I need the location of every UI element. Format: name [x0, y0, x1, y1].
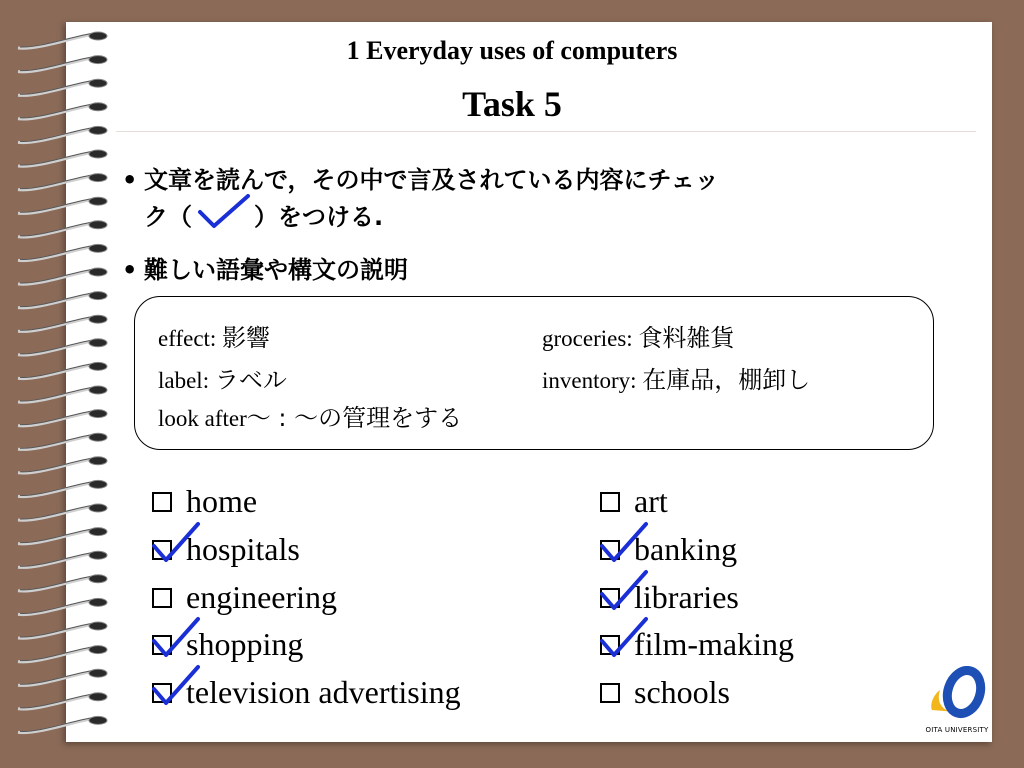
- spiral-hole: [89, 339, 107, 347]
- spiral-wire-shadow: [20, 151, 94, 165]
- vocab-item-inventory: [542, 360, 810, 395]
- checkbox[interactable]: [152, 540, 172, 560]
- vocab-meaning: ラベル: [214, 366, 287, 394]
- check-mark-icon: [192, 192, 254, 232]
- spiral-hole: [89, 315, 107, 323]
- checkbox[interactable]: [600, 492, 620, 512]
- spiral-wire-shadow: [20, 434, 94, 448]
- checklist-label: film-making: [634, 626, 794, 662]
- spiral-hole: [89, 716, 107, 724]
- checklist-label: schools: [634, 674, 730, 710]
- checklist-label: home: [186, 483, 258, 519]
- spiral-wire-shadow: [20, 670, 94, 684]
- spiral-hole: [89, 268, 107, 276]
- spiral-hole: [89, 410, 107, 418]
- spiral-hole: [89, 480, 107, 488]
- spiral-wire-shadow: [20, 552, 94, 566]
- spiral-hole: [89, 457, 107, 465]
- spiral-hole: [89, 622, 107, 630]
- spiral-hole: [89, 575, 107, 583]
- task-title: Task 5: [462, 84, 562, 124]
- vocab-term: inventory:: [542, 368, 637, 393]
- spiral-wire-shadow: [20, 175, 94, 189]
- instruction-line-1-cont-end: ）をつける.: [254, 203, 384, 231]
- vocab-item-look-after: [158, 398, 462, 433]
- instructions: [118, 162, 978, 288]
- spiral-hole: [89, 646, 107, 654]
- spiral-hole: [89, 386, 107, 394]
- instruction-bullet-2: [118, 252, 978, 288]
- checklist-item-schools[interactable]: [600, 674, 730, 710]
- checklist-item-television-advertising[interactable]: [152, 674, 461, 710]
- spiral-hole: [89, 126, 107, 134]
- checklist-label: banking: [634, 531, 738, 567]
- spiral-wire-shadow: [20, 387, 94, 401]
- spiral-wire-shadow: [20, 599, 94, 613]
- vocab-meaning: ～ : ～の管理をする: [246, 404, 463, 432]
- checklist-label: shopping: [186, 626, 304, 662]
- checklist-item-libraries[interactable]: [600, 579, 739, 615]
- spiral-hole: [89, 244, 107, 252]
- spiral-wire-shadow: [20, 245, 94, 259]
- checkbox[interactable]: [600, 683, 620, 703]
- logo-text: OITA UNIVERSITY: [925, 726, 989, 734]
- bullet-dot: •: [122, 166, 138, 194]
- checklist-item-home[interactable]: [152, 483, 257, 519]
- instruction-line-1-cont-start: ク（: [144, 203, 192, 231]
- spiral-wire-shadow: [20, 458, 94, 472]
- checklist-label: hospitals: [186, 531, 300, 567]
- spiral-hole: [89, 292, 107, 300]
- spiral-hole: [89, 598, 107, 606]
- checklist-item-hospitals[interactable]: [152, 531, 300, 567]
- spiral-hole: [89, 197, 107, 205]
- vocab-term: effect:: [158, 326, 217, 351]
- title-divider: [116, 131, 976, 132]
- spiral-wire-shadow: [20, 363, 94, 377]
- checkbox[interactable]: [600, 635, 620, 655]
- spiral-wire-shadow: [20, 411, 94, 425]
- spiral-hole: [89, 551, 107, 559]
- spiral-wire-shadow: [20, 694, 94, 708]
- spiral-wire-shadow: [20, 340, 94, 354]
- spiral-wire-shadow: [20, 623, 94, 637]
- instruction-line-2: 難しい語彙や構文の説明: [144, 256, 408, 284]
- vocab-meaning: 影響: [222, 324, 271, 352]
- checklist-item-engineering[interactable]: [152, 579, 337, 615]
- oita-logo-icon: [922, 666, 992, 726]
- spiral-hole: [89, 150, 107, 158]
- spiral-wire-shadow: [20, 647, 94, 661]
- checklist-label: television advertising: [186, 674, 461, 710]
- checklist-item-film-making[interactable]: [600, 626, 794, 662]
- spiral-wire-shadow: [20, 198, 94, 212]
- spiral-wire-shadow: [20, 316, 94, 330]
- spiral-binding: [14, 28, 114, 740]
- spiral-wire-shadow: [20, 576, 94, 590]
- vocab-term: label:: [158, 368, 210, 393]
- spiral-wire-shadow: [20, 717, 94, 731]
- instruction-line-1: 文章を読んで，その中で言及されている内容にチェッ: [144, 166, 719, 194]
- checklist-item-banking[interactable]: [600, 531, 737, 567]
- spiral-wire-shadow: [20, 222, 94, 236]
- slide-heading: 1 Everyday uses of computers: [346, 36, 678, 65]
- spiral-wire-shadow: [20, 481, 94, 495]
- spiral-wire-shadow: [20, 505, 94, 519]
- checklist-item-shopping[interactable]: [152, 626, 303, 662]
- checkbox[interactable]: [600, 540, 620, 560]
- vocab-item-groceries: [542, 318, 734, 353]
- vocab-term: groceries:: [542, 326, 633, 351]
- checklist-label: engineering: [186, 579, 338, 615]
- checkbox[interactable]: [152, 588, 172, 608]
- vocab-meaning: 在庫品，棚卸し: [642, 366, 811, 394]
- instruction-bullet-1: [118, 162, 978, 238]
- checkbox[interactable]: [152, 492, 172, 512]
- vocab-item-label: [158, 360, 287, 395]
- checkbox[interactable]: [600, 588, 620, 608]
- spiral-hole: [89, 433, 107, 441]
- spiral-hole: [89, 174, 107, 182]
- vocab-term: look after: [158, 406, 247, 431]
- checklist-label: libraries: [634, 579, 739, 615]
- spiral-wire-shadow: [20, 293, 94, 307]
- spiral-hole: [89, 362, 107, 370]
- spiral-wire-shadow: [20, 529, 94, 543]
- spiral-wire-shadow: [20, 127, 94, 141]
- spiral-hole: [89, 221, 107, 229]
- checklist-item-art[interactable]: [600, 483, 668, 519]
- spiral-hole: [89, 528, 107, 536]
- vocab-meaning: 食料雑貨: [638, 324, 735, 352]
- spiral-wire-shadow: [20, 269, 94, 283]
- checkbox[interactable]: [152, 683, 172, 703]
- bullet-dot: •: [122, 256, 138, 284]
- spiral-hole: [89, 669, 107, 677]
- checklist-label: art: [634, 483, 668, 519]
- spiral-hole: [89, 504, 107, 512]
- vocab-item-effect: [158, 318, 270, 353]
- checkbox[interactable]: [152, 635, 172, 655]
- university-logo: [922, 666, 992, 738]
- spiral-hole: [89, 693, 107, 701]
